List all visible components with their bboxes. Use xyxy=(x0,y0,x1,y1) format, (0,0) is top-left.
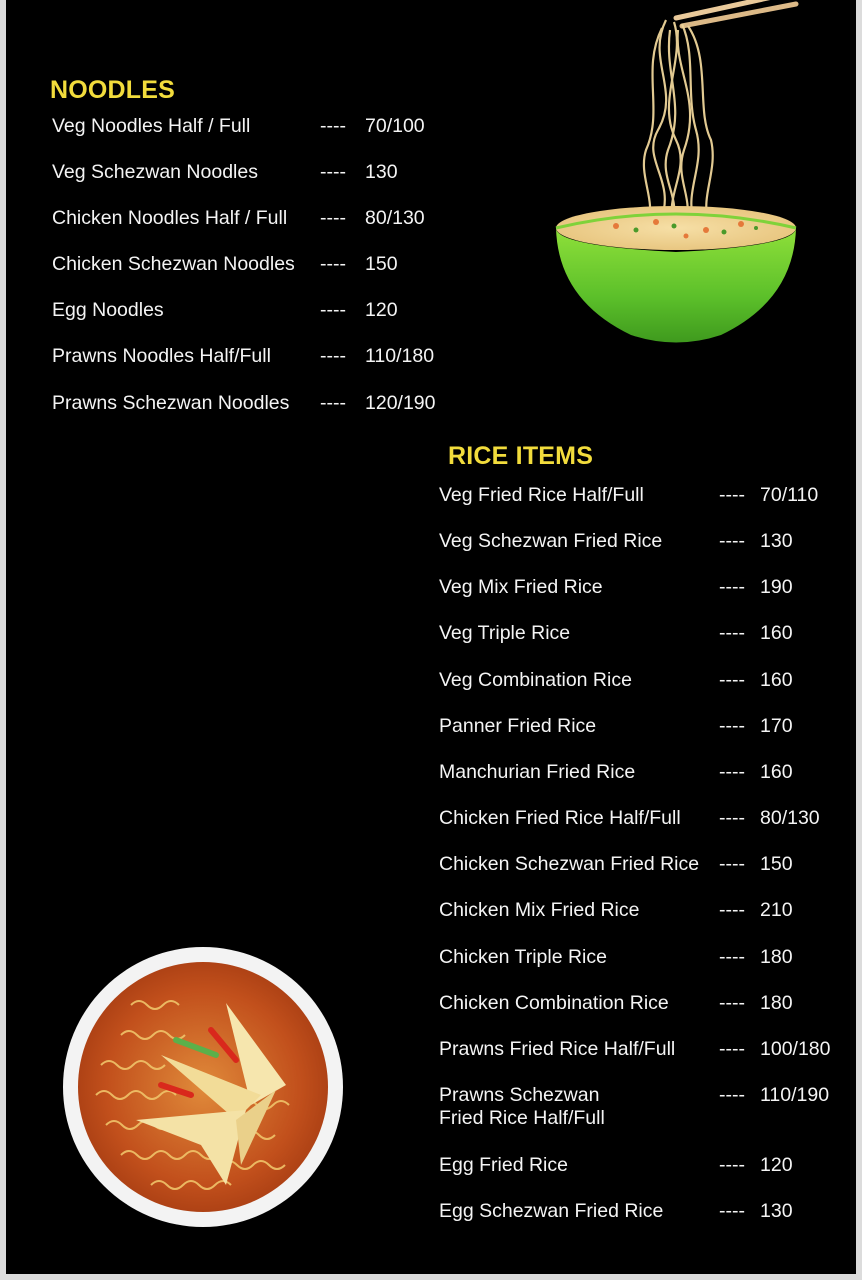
item-separator: ---- xyxy=(719,1200,745,1222)
item-price: 80/130 xyxy=(760,807,820,829)
item-price: 80/130 xyxy=(365,207,425,229)
item-price: 150 xyxy=(365,253,398,275)
item-price: 120 xyxy=(760,1154,793,1176)
item-separator: ---- xyxy=(719,669,745,691)
item-price: 180 xyxy=(760,992,793,1014)
item-name: Veg Mix Fried Rice xyxy=(439,576,603,598)
item-price: 70/100 xyxy=(365,115,425,137)
item-name: Egg Fried Rice xyxy=(439,1154,568,1176)
item-price: 180 xyxy=(760,946,793,968)
item-name-line-2: Fried Rice Half/Full xyxy=(439,1107,605,1129)
item-price: 120/190 xyxy=(365,392,436,414)
item-name: Chicken Noodles Half / Full xyxy=(52,207,288,229)
item-price: 130 xyxy=(760,1200,793,1222)
item-name-line-1: Prawns Schezwan xyxy=(439,1084,600,1106)
item-price: 190 xyxy=(760,576,793,598)
item-name: Veg Fried Rice Half/Full xyxy=(439,484,644,506)
item-price: 70/110 xyxy=(760,484,819,506)
item-separator: ---- xyxy=(719,715,745,737)
item-name: Egg Noodles xyxy=(52,299,164,321)
item-separator: ---- xyxy=(320,345,346,367)
item-price: 160 xyxy=(760,669,793,691)
item-separator: ---- xyxy=(719,853,745,875)
item-name: Panner Fried Rice xyxy=(439,715,597,737)
item-price: 120 xyxy=(365,299,398,321)
item-name: Chicken Schezwan Fried Rice xyxy=(439,853,700,875)
item-name: Veg Schezwan Fried Rice xyxy=(439,530,663,552)
item-separator: ---- xyxy=(719,576,745,598)
item-separator: ---- xyxy=(719,761,745,783)
item-price: 100/180 xyxy=(760,1038,831,1060)
item-separator: ---- xyxy=(719,1038,745,1060)
item-name: Prawns Schezwan Noodles xyxy=(52,392,290,414)
item-separator: ---- xyxy=(719,530,745,552)
item-separator: ---- xyxy=(320,161,346,183)
item-separator: ---- xyxy=(719,992,745,1014)
item-separator: ---- xyxy=(320,115,346,137)
item-name: Chicken Fried Rice Half/Full xyxy=(439,807,681,829)
item-name: Chicken Combination Rice xyxy=(439,992,669,1014)
item-separator: ---- xyxy=(719,1154,745,1176)
item-price: 210 xyxy=(760,899,793,921)
item-name: Manchurian Fried Rice xyxy=(439,761,636,783)
item-name: Veg Combination Rice xyxy=(439,669,632,691)
item-separator: ---- xyxy=(320,299,346,321)
item-price: 130 xyxy=(365,161,398,183)
item-separator: ---- xyxy=(320,253,346,275)
item-separator: ---- xyxy=(719,622,745,644)
item-price: 170 xyxy=(760,715,793,737)
item-separator: ---- xyxy=(719,946,745,968)
item-name: Chicken Schezwan Noodles xyxy=(52,253,295,275)
rice-items-heading: RICE ITEMS xyxy=(448,442,594,470)
item-price: 110/190 xyxy=(760,1084,830,1106)
item-separator: ---- xyxy=(719,807,745,829)
item-name: Prawns Noodles Half/Full xyxy=(52,345,271,367)
item-price: 150 xyxy=(760,853,793,875)
item-name: Chicken Mix Fried Rice xyxy=(439,899,640,921)
menu-page xyxy=(6,0,856,1274)
item-name: Chicken Triple Rice xyxy=(439,946,607,968)
item-separator: ---- xyxy=(320,392,346,414)
item-name: Veg Schezwan Noodles xyxy=(52,161,258,183)
item-name: Egg Schezwan Fried Rice xyxy=(439,1200,664,1222)
item-separator: ---- xyxy=(719,1084,745,1106)
item-separator: ---- xyxy=(719,899,745,921)
item-price: 110/180 xyxy=(365,345,435,367)
item-name: Veg Triple Rice xyxy=(439,622,571,644)
ramen-bowl-image xyxy=(61,945,346,1230)
item-separator: ---- xyxy=(320,207,346,229)
item-price: 160 xyxy=(760,761,793,783)
item-price: 130 xyxy=(760,530,793,552)
noodles-heading: NOODLES xyxy=(50,76,176,104)
noodle-bowl-image xyxy=(546,0,806,350)
item-separator: ---- xyxy=(719,484,745,506)
item-price: 160 xyxy=(760,622,793,644)
item-name: Prawns Fried Rice Half/Full xyxy=(439,1038,676,1060)
item-name: Veg Noodles Half / Full xyxy=(52,115,251,137)
